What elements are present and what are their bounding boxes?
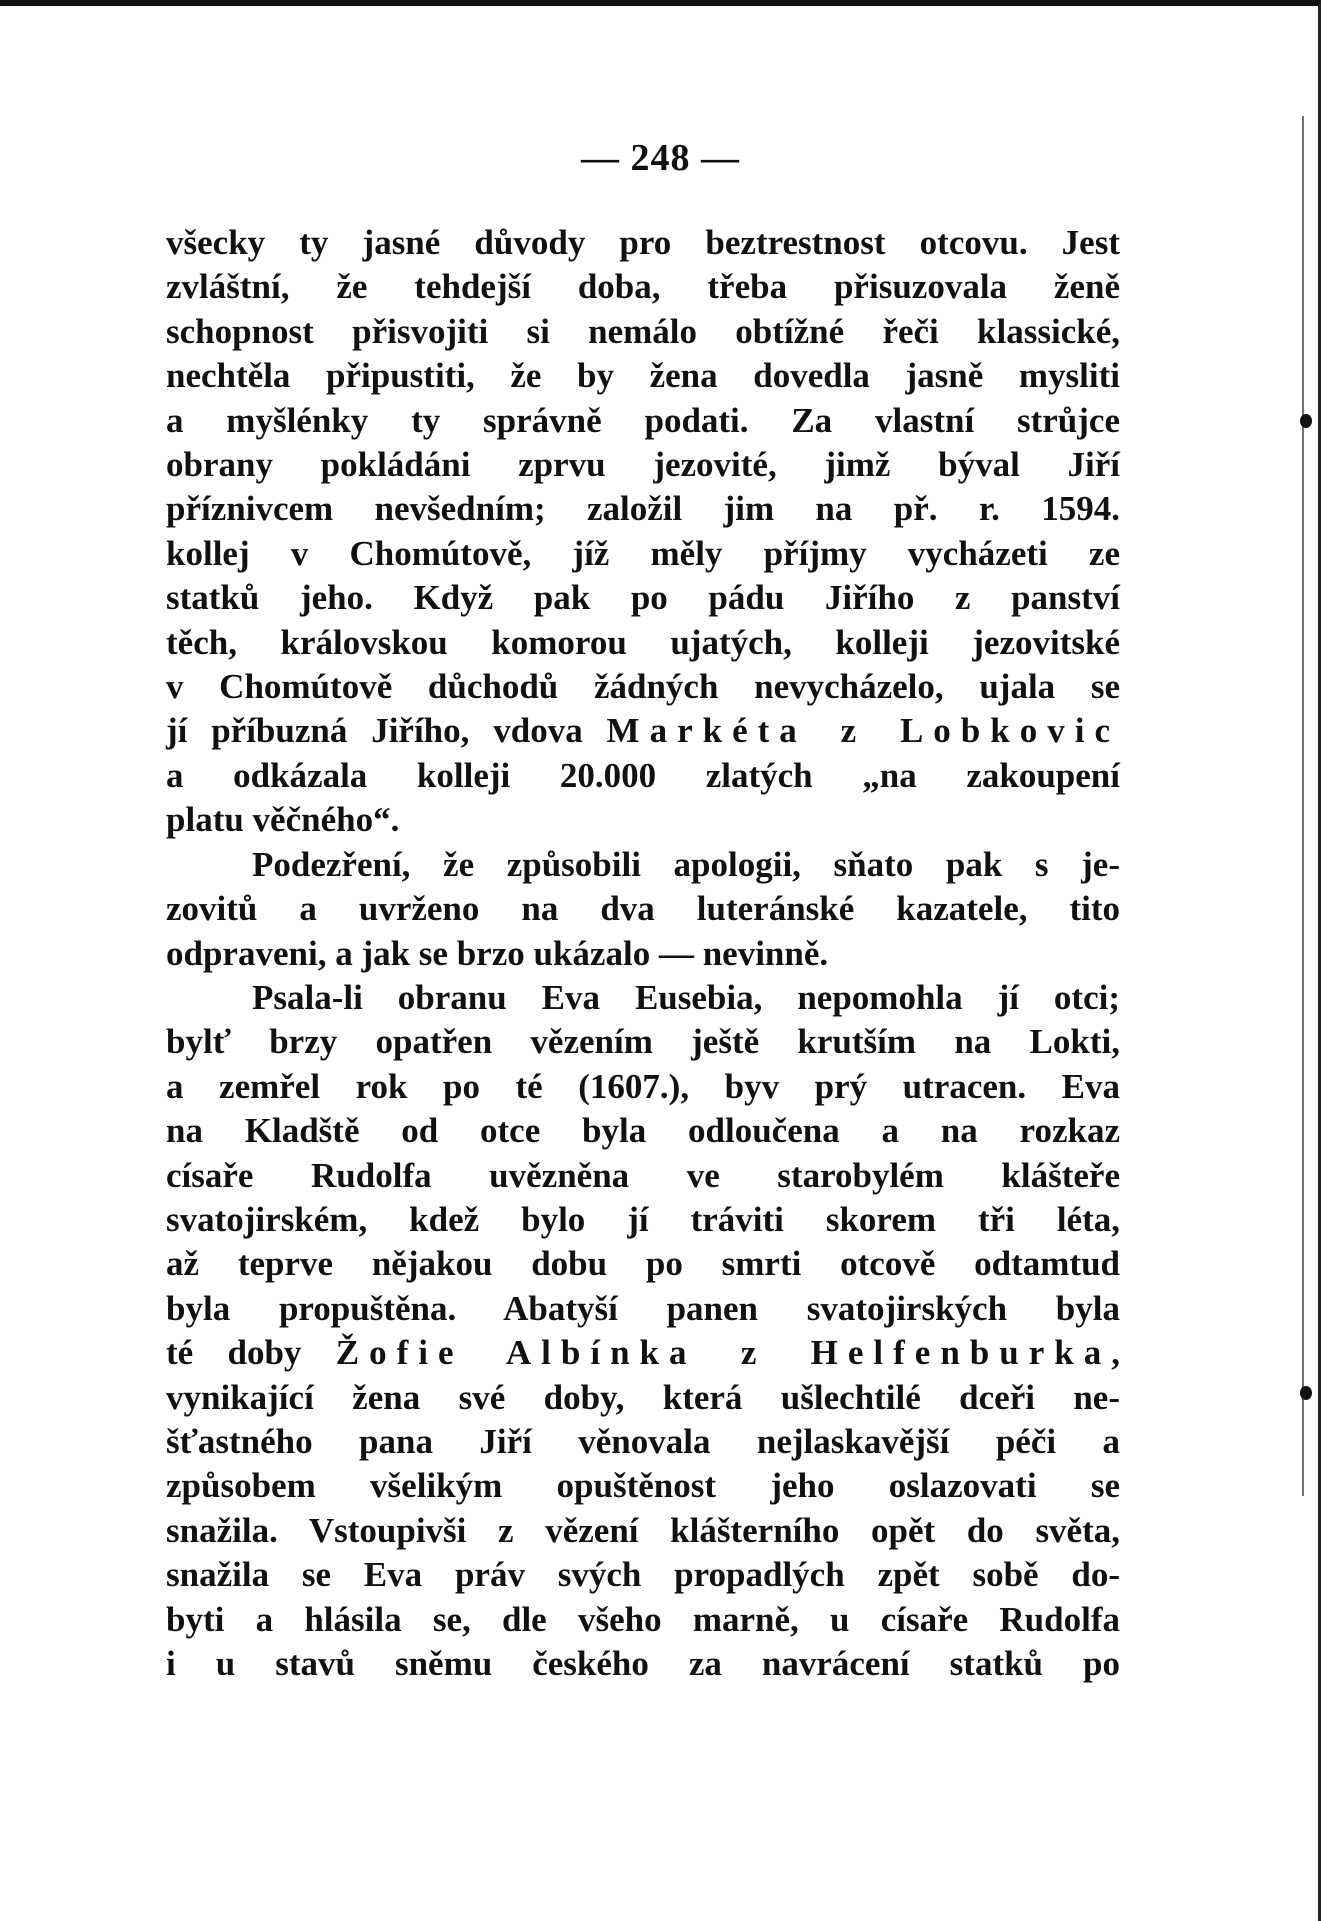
text-line: schopnost přisvojiti si nemálo obtížné řeči klassické, (166, 311, 1120, 351)
text-line: vynikající žena své doby, která ušlechtilé dceři ne- (166, 1377, 1120, 1417)
person-name: Markéta z Lobkovic (606, 711, 1120, 751)
text-line: na Kladště od otce byla odloučena a na rozkaz (166, 1111, 1120, 1151)
text-line: odpraveni, a jak se brzo ukázalo — nevinně. (166, 933, 829, 973)
text-line (166, 1331, 1120, 1375)
text-fragment: , (1111, 1333, 1120, 1373)
text-line: všecky ty jasné důvody pro beztrestnost otcovu. Jest (166, 223, 1120, 262)
text-line: i u stavů sněmu českého za navrácení statků po (166, 1644, 1120, 1683)
binding-mark-icon (1300, 1386, 1312, 1400)
text-line: císaře Rudolfa uvězněna ve starobylém klášteře (166, 1155, 1120, 1195)
text-line (166, 709, 1120, 753)
text-line: příznivcem nevšedním; založil jim na př. r. 1594. (166, 489, 1120, 529)
text-fragment: jí příbuzná Jiřího, vdova (166, 711, 607, 751)
text-line: a zemřel rok po té (1607.), byv prý utracen. Eva (166, 1066, 1120, 1106)
body-text (166, 221, 1120, 1686)
text-line: šťastného pana Jiří věnovala nejlaskavější péči a (166, 1421, 1120, 1461)
text-line: bylť brzy opatřen vězením ještě krutším na Lokti, (166, 1022, 1120, 1062)
text-line: svatojirském, kdež bylo jí tráviti skorem tři léta, (166, 1199, 1120, 1239)
text-line: těch, královskou komorou ujatých, kolleji jezovitské (166, 622, 1120, 662)
page-edge-line (1302, 116, 1304, 1496)
binding-mark-icon (1300, 414, 1312, 428)
text-line: až teprve nějakou dobu po smrti otcově odtamtud (166, 1244, 1120, 1284)
text-line: Psala-li obranu Eva Eusebia, nepomohla jí otci; (252, 977, 1120, 1017)
text-line: v Chomútově důchodů žádných nevycházelo, ujala se (166, 667, 1120, 707)
text-line: Podezření, že způsobili apologii, sňato pak s je- (252, 844, 1120, 884)
text-line: kollej v Chomútově, jíž měly příjmy vycházeti ze (166, 533, 1120, 573)
text-line: snažila. Vstoupivši z vězení klášterního opět do světa, (166, 1510, 1120, 1550)
text-line: nechtěla připustiti, že by žena dovedla jasně mysliti (166, 356, 1120, 396)
text-line: byti a hlásila se, dle všeho marně, u císaře Rudolfa (166, 1599, 1120, 1639)
text-line: zovitů a uvrženo na dva luteránské kazatele, tito (166, 889, 1120, 929)
text-line: a odkázala kolleji 20.000 zlatých „na zakoupení (166, 755, 1120, 795)
text-line: a myšlénky ty správně podati. Za vlastní strůjce (166, 400, 1120, 440)
text-line: snažila se Eva práv svých propadlých zpět sobě do- (166, 1555, 1120, 1595)
text-line: zvláštní, že tehdejší doba, třeba přisuzovala ženě (166, 267, 1120, 307)
page-number: — 248 — (581, 137, 740, 179)
text-line: způsobem všelikým opuštěnost jeho oslazovati se (166, 1466, 1120, 1506)
text-line: byla propuštěna. Abatyší panen svatojirských byla (166, 1288, 1120, 1328)
text-line: platu věčného“. (166, 800, 400, 840)
text-fragment: té doby (166, 1333, 336, 1373)
text-line: statků jeho. Když pak po pádu Jiřího z panství (166, 578, 1120, 618)
text-line: obrany pokládáni zprvu jezovité, jimž býval Jiří (166, 445, 1120, 485)
person-name: Žofie Albínka z Helfenburka (335, 1333, 1112, 1373)
